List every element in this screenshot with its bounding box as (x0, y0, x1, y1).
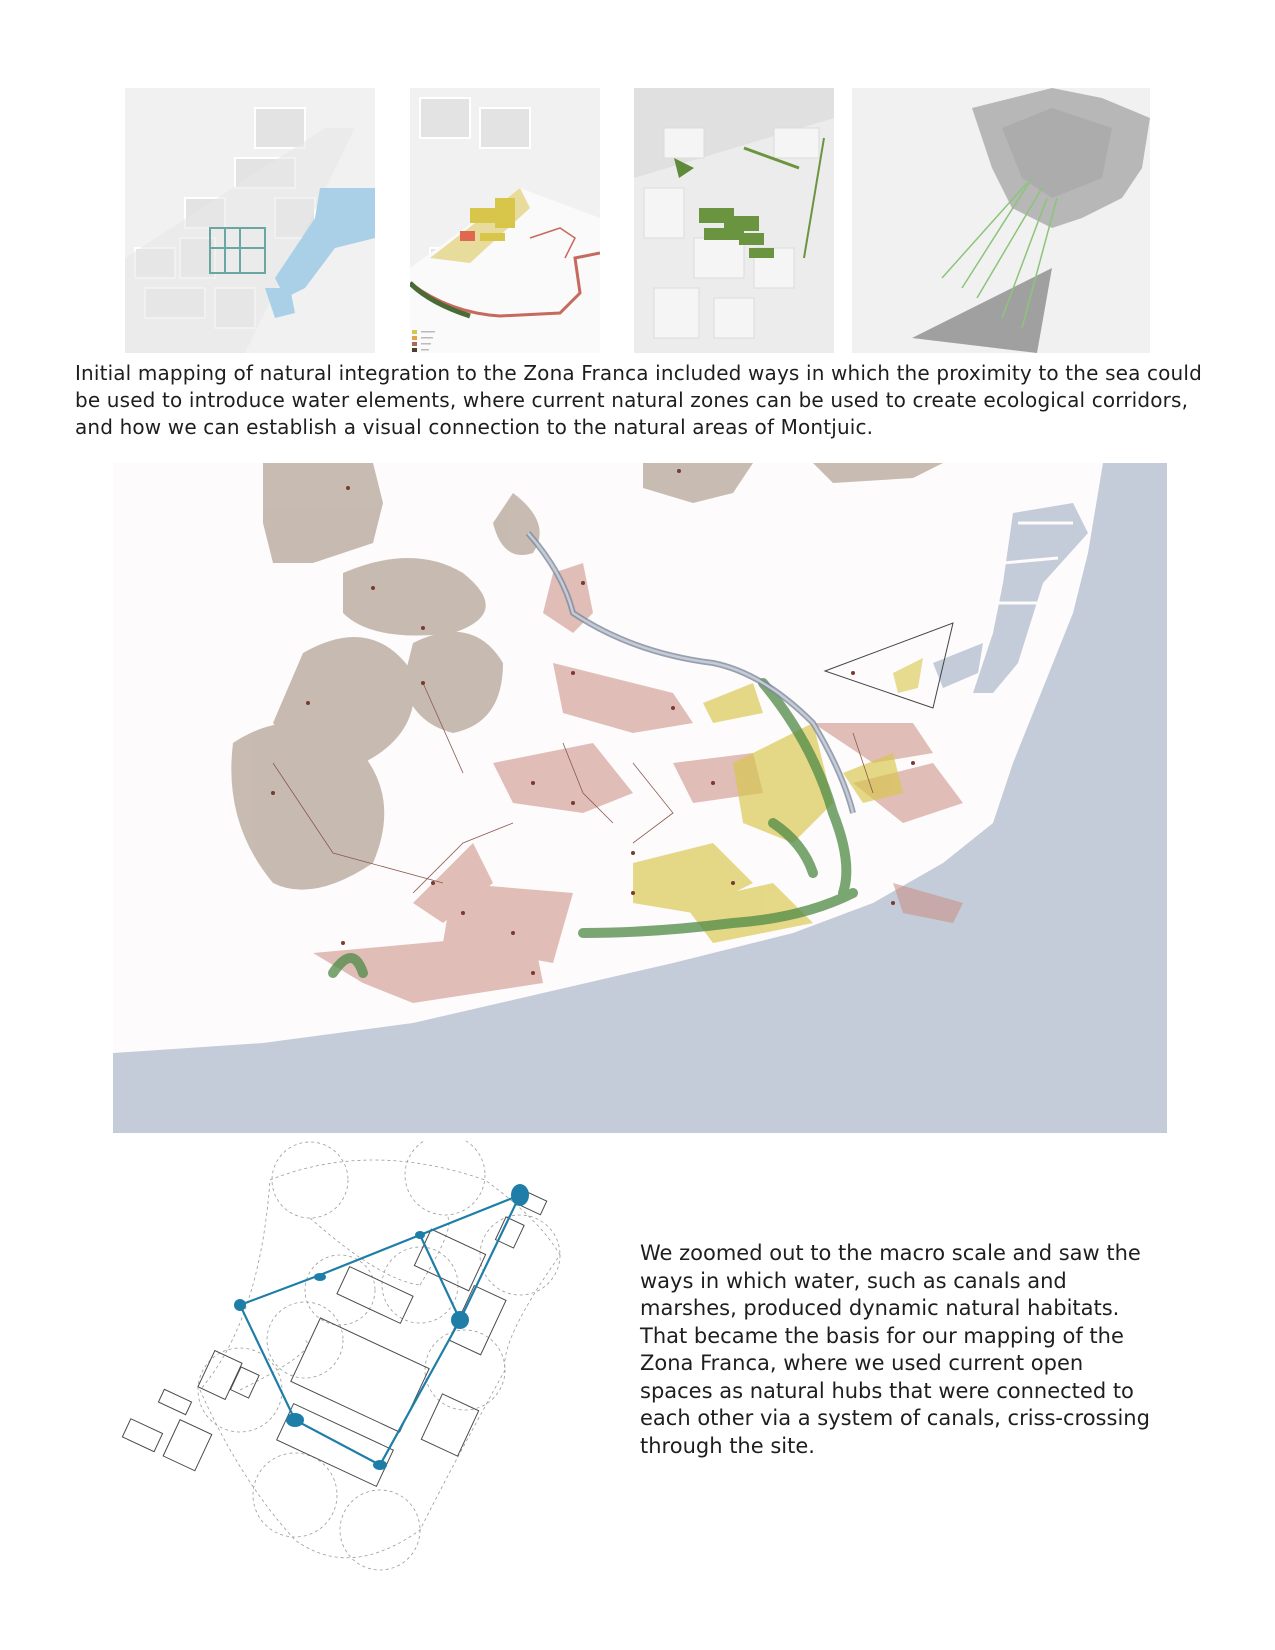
thumbnail-natural-zones (410, 88, 600, 353)
map-legend (412, 330, 442, 352)
intro-caption: Initial mapping of natural integration to the Zona Franca included ways in which the proximity to the sea could be used to introduce water elements, where current natural zones can be used to create ecological corridors, and how we can establish a visual connection to the natural areas of Montjuic. (75, 361, 1202, 439)
thumbnail-green-fields (634, 88, 834, 353)
green-fields-map (634, 88, 834, 353)
thumbnail-water-elements (125, 88, 375, 353)
zona-franca-natural-integration-map (113, 463, 1167, 1133)
natural-zones-map (410, 88, 600, 353)
canal-network-diagram (120, 1140, 610, 1590)
thumbnail-montjuic-connection (852, 88, 1150, 353)
montjuic-visual-connection-map (852, 88, 1150, 353)
water-elements-map (125, 88, 375, 353)
macro-scale-caption: We zoomed out to the macro scale and saw the ways in which water, such as canals and marshes, produced dynamic natural habitats. That became the basis for our mapping of the Zona Franca, where we used current open spaces as natural hubs that were connected to each other via a system of canals, criss-crossing through the site. (640, 1241, 1150, 1458)
